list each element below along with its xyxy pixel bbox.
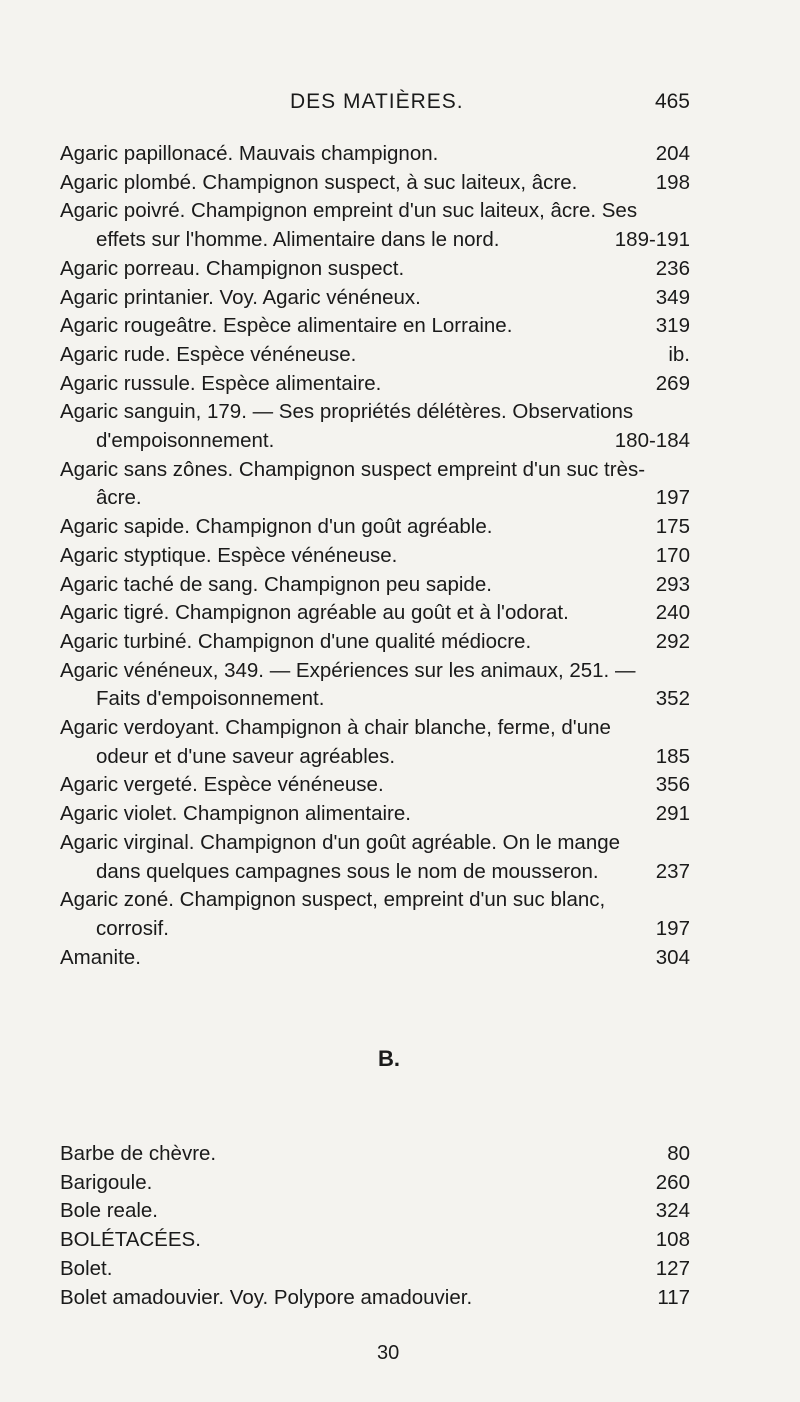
index-entry [60, 1169, 690, 1198]
entry-page-ref: ib. [668, 342, 690, 366]
entry-page-ref: 80 [667, 1142, 690, 1165]
entry-text: Agaric zoné. Champignon suspect, empreint d'un suc blanc, [60, 888, 606, 912]
signature-mark: 30 [377, 1342, 400, 1364]
entry-page-ref: 198 [655, 170, 690, 194]
entry-text: Bolet amadouvier. Voy. Polypore amadouvier. [60, 1285, 473, 1309]
entry-text: Agaric russule. Espèce alimentaire. [60, 371, 382, 395]
entry-text: Agaric plombé. Champignon suspect, à suc laiteux, âcre. [60, 170, 578, 194]
entry-page-ref: 175 [655, 515, 690, 539]
entry-text: Agaric rude. Espèce vénéneuse. [60, 342, 357, 366]
index-entry [60, 1255, 690, 1284]
index-entry [60, 513, 690, 542]
entry-page-ref: 324 [655, 1199, 690, 1223]
entry-text: odeur et d'une saveur agréables. [96, 744, 396, 768]
entry-text: Agaric printanier. Voy. Agaric vénéneux. [60, 285, 421, 309]
index-entry [60, 1197, 690, 1226]
index-entry [60, 398, 690, 455]
index-entry [60, 255, 690, 284]
entry-text: Agaric verdoyant. Champignon à chair blanche, ferme, d'une [60, 716, 611, 740]
entry-text: Agaric porreau. Champignon suspect. [60, 256, 405, 280]
entry-text: Agaric rougeâtre. Espèce alimentaire en Lorraine. [60, 314, 513, 338]
entry-page-ref: 240 [655, 601, 690, 625]
index-section-b [60, 1140, 690, 1312]
entry-text: Amanite. [60, 945, 141, 969]
entry-text: Barbe de chèvre. [60, 1142, 217, 1165]
entry-text: corrosif. [96, 916, 169, 940]
entry-page-ref: 127 [655, 1256, 690, 1280]
index-entry [60, 714, 690, 771]
entry-page-ref: 180-184 [614, 429, 690, 453]
index-entry [60, 1226, 690, 1255]
index-entry [60, 1140, 690, 1169]
index-entry [60, 829, 690, 886]
entry-page-ref: 237 [655, 859, 690, 883]
index-entry [60, 312, 690, 341]
entry-text: Agaric sapide. Champignon d'un goût agréable. [60, 515, 493, 539]
entry-text: Agaric tigré. Champignon agréable au goût et à l'odorat. [60, 601, 569, 625]
entry-text: dans quelques campagnes sous le nom de mousseron. [96, 859, 599, 883]
index-entry [60, 169, 690, 198]
index-entry [60, 140, 690, 169]
index-entry [60, 571, 690, 600]
entry-text: Bolet. [60, 1256, 113, 1280]
index-entry [60, 370, 690, 399]
entry-page-ref: 189-191 [614, 228, 690, 252]
index-entry [60, 197, 690, 254]
entry-text: Agaric vénéneux, 349. — Expériences sur les animaux, 251. — [60, 658, 636, 682]
index-entry [60, 771, 690, 800]
section-letter-b: B. [378, 1046, 400, 1071]
entry-page-ref: 319 [655, 314, 690, 338]
entry-page-ref: 260 [655, 1170, 690, 1194]
index-entry [60, 1284, 690, 1313]
entry-text: Agaric vergeté. Espèce vénéneuse. [60, 773, 384, 797]
entry-text: Barigoule. [60, 1170, 153, 1194]
entry-text: d'empoisonnement. [96, 429, 275, 453]
index-entry [60, 657, 690, 714]
entry-page-ref: 117 [657, 1285, 690, 1309]
entry-text: Agaric papillonacé. Mauvais champignon. [60, 142, 439, 165]
index-entry [60, 542, 690, 571]
running-header [0, 90, 800, 120]
entry-page-ref: 185 [655, 744, 690, 768]
entry-page-ref: 349 [655, 285, 690, 309]
entry-page-ref: 197 [655, 486, 690, 510]
entry-text: BOLÉTACÉES. [60, 1228, 201, 1252]
index-section-a [60, 140, 690, 972]
header-title: DES MATIÈRES. [290, 90, 464, 113]
entry-text: Agaric sanguin, 179. — Ses propriétés délétères. Observations [60, 400, 634, 424]
entry-page-ref: 269 [655, 371, 690, 395]
entry-page-ref: 291 [655, 802, 690, 826]
entry-text: âcre. [96, 486, 142, 510]
page-number: 465 [654, 90, 690, 113]
entry-text: Agaric taché de sang. Champignon peu sapide. [60, 572, 492, 596]
entry-page-ref: 204 [655, 142, 690, 165]
entry-text: Agaric violet. Champignon alimentaire. [60, 802, 411, 826]
entry-page-ref: 352 [655, 687, 690, 711]
entry-text: Faits d'empoisonnement. [96, 687, 325, 711]
index-entry [60, 628, 690, 657]
index-entry [60, 944, 690, 973]
index-entry [60, 800, 690, 829]
entry-page-ref: 236 [655, 256, 690, 280]
index-entry [60, 341, 690, 370]
entry-page-ref: 197 [655, 916, 690, 940]
entry-page-ref: 304 [655, 945, 690, 969]
entry-text: Agaric virginal. Champignon d'un goût agréable. On le mange [60, 830, 621, 854]
entry-page-ref: 356 [655, 773, 690, 797]
index-entry [60, 284, 690, 313]
entry-page-ref: 292 [655, 629, 690, 653]
entry-page-ref: 108 [655, 1228, 690, 1252]
entry-page-ref: 170 [655, 543, 690, 567]
entry-text: Bole reale. [60, 1199, 159, 1223]
entry-text: Agaric sans zônes. Champignon suspect empreint d'un suc très- [60, 457, 646, 481]
index-entry [60, 599, 690, 628]
entry-text: Agaric turbiné. Champignon d'une qualité médiocre. [60, 629, 532, 653]
entry-text: Agaric poivré. Champignon empreint d'un suc laiteux, âcre. Ses [60, 199, 638, 223]
index-entry [60, 456, 690, 513]
entry-page-ref: 293 [655, 572, 690, 596]
index-entry [60, 886, 690, 943]
entry-text: effets sur l'homme. Alimentaire dans le nord. [96, 228, 500, 252]
entry-text: Agaric styptique. Espèce vénéneuse. [60, 543, 398, 567]
